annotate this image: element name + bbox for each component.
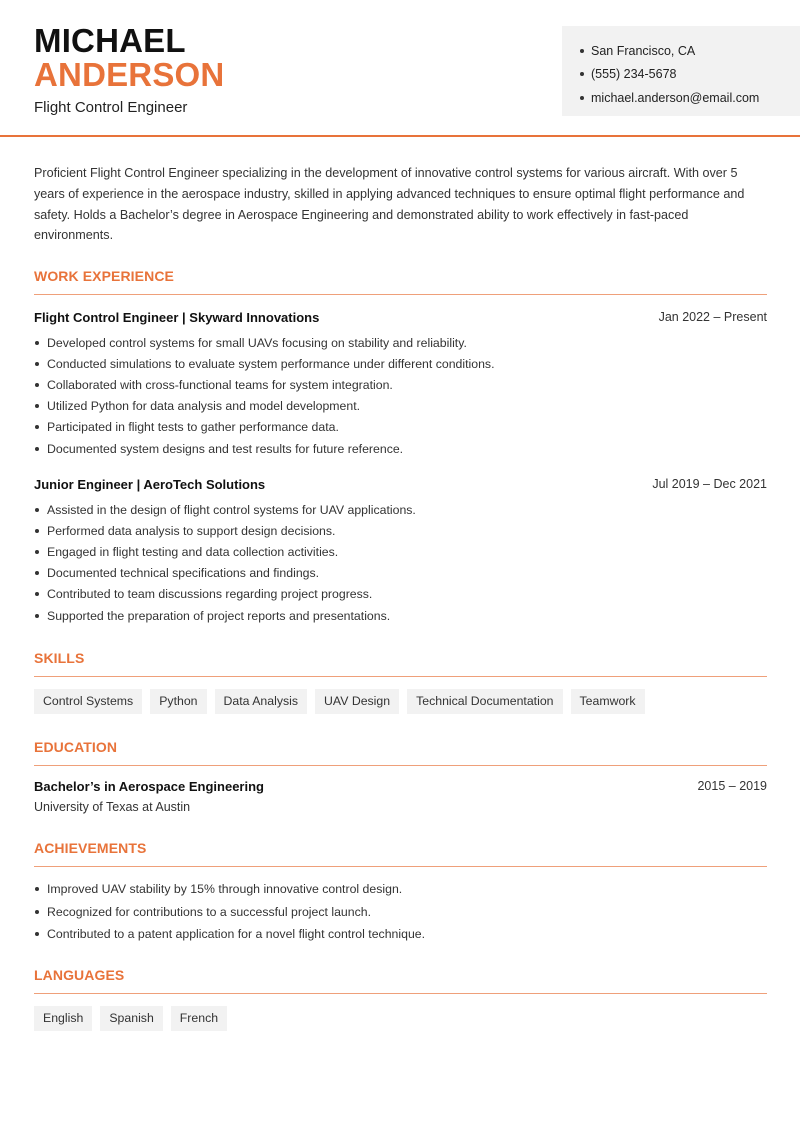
job-dates: Jan 2022 – Present (658, 310, 767, 324)
skill-tag: Teamwork (571, 689, 645, 714)
list-item: Collaborated with cross-functional teams for system integration. (34, 374, 767, 395)
bullet-icon (35, 508, 39, 512)
skill-tag: Data Analysis (215, 689, 308, 714)
contact-location: San Francisco, CA (580, 39, 800, 63)
skills-list (34, 689, 645, 714)
section-title-languages: LANGUAGES (34, 967, 767, 994)
job-header (34, 310, 767, 325)
language-tag: English (34, 1006, 92, 1031)
bullet-icon (35, 404, 39, 408)
list-item: Assisted in the design of flight control systems for UAV applications. (34, 499, 767, 520)
bullet-icon (35, 425, 39, 429)
bullet-icon (580, 49, 584, 53)
skill-tag: Technical Documentation (407, 689, 562, 714)
bullet-icon (35, 529, 39, 533)
education-header (34, 779, 767, 794)
achievements-list (34, 878, 767, 946)
education-dates: 2015 – 2019 (697, 779, 767, 793)
list-item: Conducted simulations to evaluate system performance under different conditions. (34, 353, 767, 374)
candidate-name (34, 24, 224, 92)
job-bullets (34, 332, 767, 459)
bullet-icon (35, 362, 39, 366)
list-item: Participated in flight tests to gather performance data. (34, 417, 767, 438)
list-item: Utilized Python for data analysis and model development. (34, 396, 767, 417)
list-item: Supported the preparation of project reports and presentations. (34, 605, 767, 626)
language-tag: Spanish (100, 1006, 162, 1031)
job-bullets (34, 499, 767, 626)
section-title-achievements: ACHIEVEMENTS (34, 840, 767, 867)
job-role: Flight Control Engineer | Skyward Innovations (34, 310, 320, 325)
section-title-skills: SKILLS (34, 650, 767, 677)
job-title: Flight Control Engineer (34, 99, 188, 116)
languages-list (34, 1006, 227, 1031)
skill-tag: Control Systems (34, 689, 142, 714)
resume-header (0, 0, 800, 137)
school-name: University of Texas at Austin (34, 800, 191, 814)
contact-email: michael.anderson@email.com (580, 86, 800, 110)
list-item: Contributed to team discussions regarding project progress. (34, 584, 767, 605)
bullet-icon (580, 96, 584, 100)
bullet-icon (35, 550, 39, 554)
bullet-icon (35, 341, 39, 345)
list-item: Documented technical specifications and findings. (34, 563, 767, 584)
list-item: Engaged in flight testing and data collection activities. (34, 541, 767, 562)
job-role: Junior Engineer | AeroTech Solutions (34, 477, 266, 492)
skill-tag: Python (150, 689, 206, 714)
degree-name: Bachelor’s in Aerospace Engineering (34, 779, 264, 794)
last-name: ANDERSON (34, 56, 225, 93)
bullet-icon (35, 887, 39, 891)
job-header (34, 477, 767, 492)
list-item: Developed control systems for small UAVs focusing on stability and reliability. (34, 332, 767, 353)
bullet-icon (35, 592, 39, 596)
section-title-work: WORK EXPERIENCE (34, 268, 767, 295)
bullet-icon (35, 932, 39, 936)
bullet-icon (35, 614, 39, 618)
list-item: Documented system designs and test results for future reference. (34, 438, 767, 459)
section-title-education: EDUCATION (34, 739, 767, 766)
language-tag: French (171, 1006, 227, 1031)
first-name: MICHAEL (34, 22, 186, 59)
skill-tag: UAV Design (315, 689, 399, 714)
bullet-icon (35, 447, 39, 451)
contact-phone: (555) 234-5678 (580, 63, 800, 87)
list-item: Improved UAV stability by 15% through innovative control design. (34, 878, 767, 901)
job-dates: Jul 2019 – Dec 2021 (652, 477, 767, 491)
contact-box (562, 26, 800, 116)
bullet-icon (35, 383, 39, 387)
list-item: Contributed to a patent application for a novel flight control technique. (34, 923, 767, 946)
summary-paragraph: Proficient Flight Control Engineer specializing in the development of innovative control systems for various aircraft. With over 5 years of experience in the aerospace industry, skilled in applying advanced techniques to ensure optimal flight performance and safety. Holds a Bachelor’s degree in Aerospace Engineering and demonstrated ability to work effectively in fast-paced environments. (34, 166, 745, 243)
bullet-icon (35, 571, 39, 575)
list-item: Recognized for contributions to a successful project launch. (34, 901, 767, 924)
list-item: Performed data analysis to support design decisions. (34, 520, 767, 541)
bullet-icon (35, 910, 39, 914)
bullet-icon (580, 72, 584, 76)
